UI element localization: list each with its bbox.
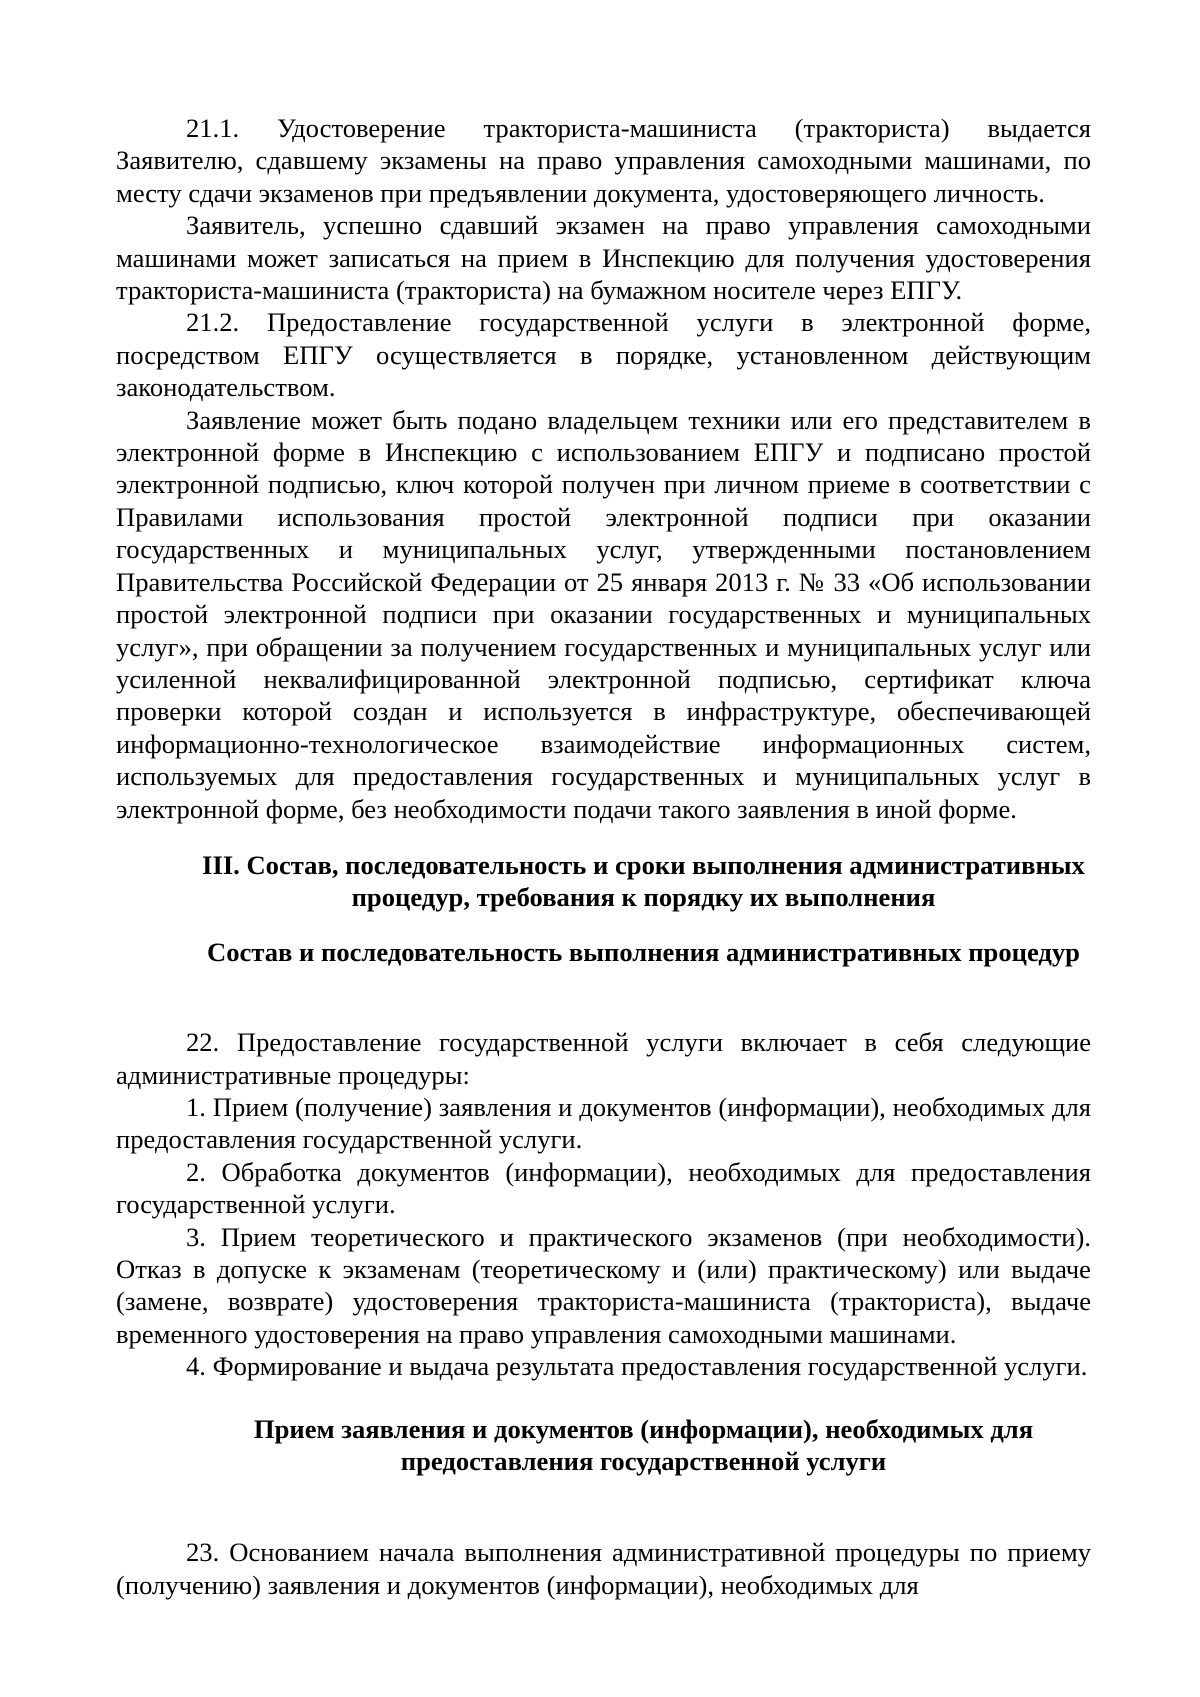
paragraph-21-1: 21.1. Удостоверение тракториста-машиниста (тракториста) выдается Заявителю, сдавшему экзамены на право управления самоходными машинами, по месту сдачи экзаменов при предъявлении документа, удостоверяющего личность. xyxy=(116,113,1091,208)
subheading-reception-line-1: Прием заявления и документов (информации), необходимых для xyxy=(253,1413,1034,1444)
paragraph-procedure-3: 3. Прием теоретического и практического экзаменов (при необходимости). Отказ в допуске к экзаменам (теоретическому и (или) практическому) или выдаче (замене, возврате) удостоверения тракториста-машиниста (тракториста), выдаче временного удостоверения на право управления самоходными машинами. xyxy=(116,1221,1091,1349)
paragraph-procedure-1: 1. Прием (получение) заявления и документов (информации), необходимых для предоставления государственной услуги. xyxy=(116,1091,1091,1155)
paragraph-procedure-4: 4. Формирование и выдача результата предоставления государственной услуги. xyxy=(186,1351,1088,1382)
subheading-reception-line-2: предоставления государственной услуги xyxy=(400,1446,887,1477)
section-heading-iii xyxy=(116,849,1091,914)
subheading-composition: Состав и последовательность выполнения административных процедур xyxy=(207,936,1080,967)
section-heading-line-1: III. Состав, последовательность и сроки выполнения административных xyxy=(202,849,1085,880)
paragraph-electronic-signature: Заявление может быть подано владельцем техники или его представителем в электронной форме в Инспекцию с использованием ЕПГУ и подписано простой электронной подписью, ключ которой получен при личном приеме в соответствии с Правилами использования простой электронной подписи при оказании государственных и муниципальных услуг, утвержденными постановлением Правительства Российской Федерации от 25 января 2013 г. № 33 «Об использовании простой электронной подписи при оказании государственных и муниципальных услуг», при обращении за получением государственных и муниципальных услуг или усиленной неквалифицированной электронной подписью, сертификат ключа проверки которой создан и используется в инфраструктуре, обеспечивающей информационно-технологическое взаимодействие информационных систем, используемых для предоставления государственных и муниципальных услуг в электронной форме, без необходимости подачи такого заявления в иной форме. xyxy=(116,404,1091,824)
paragraph-applicant-epgu: Заявитель, успешно сдавший экзамен на право управления самоходными машинами может записаться на прием в Инспекцию для получения удостоверения тракториста-машиниста (тракториста) на бумажном носителе через ЕПГУ. xyxy=(116,210,1091,306)
paragraph-23: 23. Основанием начала выполнения административной процедуры по приему (получению) заявления и документов (информации), необходимых для xyxy=(116,1537,1091,1600)
subheading-reception xyxy=(116,1413,1091,1478)
paragraph-22: 22. Предоставление государственной услуги включает в себя следующие административные процедуры: xyxy=(116,1027,1091,1090)
document-page xyxy=(116,112,1091,1601)
paragraph-procedure-2: 2. Обработка документов (информации), необходимых для предоставления государственной услуги. xyxy=(116,1156,1091,1220)
paragraph-21-2: 21.2. Предоставление государственной услуги в электронной форме, посредством ЕПГУ осуществляется в порядке, установленном действующим законодательством. xyxy=(116,307,1091,403)
section-heading-line-2: процедур, требования к порядку их выполнения xyxy=(351,882,936,913)
